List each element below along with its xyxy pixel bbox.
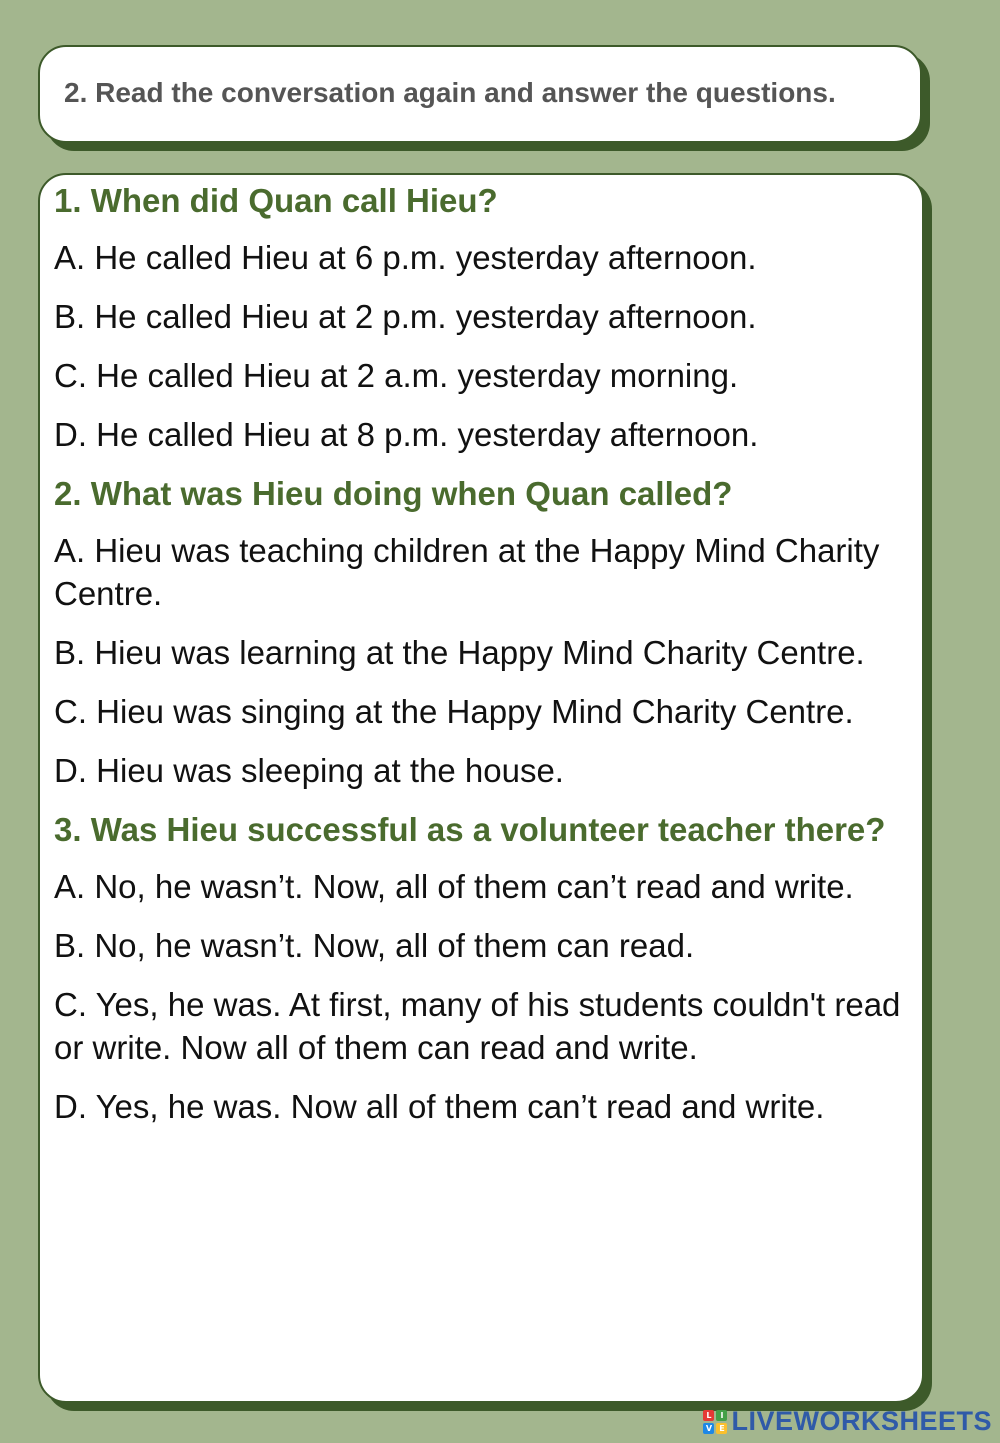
question-1: 1. When did Quan call Hieu? <box>54 182 498 219</box>
q3-option-c[interactable]: C. Yes, he was. At first, many of his students couldn't read or write. Now all of them can read and write. <box>54 986 901 1066</box>
watermark-text: LIVEWORKSHEETS <box>731 1406 992 1436</box>
question-2: 2. What was Hieu doing when Quan called? <box>54 475 733 512</box>
instruction-text: 2. Read the conversation again and answer the questions. <box>64 77 836 108</box>
quiz-panel <box>38 173 924 1403</box>
q1-option-b[interactable]: B. He called Hieu at 2 p.m. yesterday afternoon. <box>54 298 757 335</box>
q3-option-b[interactable]: B. No, he wasn’t. Now, all of them can read. <box>54 927 695 964</box>
q2-option-a[interactable]: A. Hieu was teaching children at the Happy Mind Charity Centre. <box>54 532 880 612</box>
question-3: 3. Was Hieu successful as a volunteer teacher there? <box>54 811 886 848</box>
q1-option-a[interactable]: A. He called Hieu at 6 p.m. yesterday afternoon. <box>54 239 757 276</box>
q3-option-d[interactable]: D. Yes, he was. Now all of them can’t read and write. <box>54 1088 825 1125</box>
logo-cell: I <box>716 1410 727 1421</box>
q2-option-b[interactable]: B. Hieu was learning at the Happy Mind Charity Centre. <box>54 634 865 671</box>
quiz-content <box>54 179 974 1144</box>
instruction-panel <box>38 45 922 143</box>
logo-cell: L <box>703 1410 714 1421</box>
q2-option-c[interactable]: C. Hieu was singing at the Happy Mind Charity Centre. <box>54 693 854 730</box>
liveworksheets-logo-icon <box>703 1410 727 1434</box>
logo-cell: V <box>703 1423 714 1434</box>
q2-option-d[interactable]: D. Hieu was sleeping at the house. <box>54 752 564 789</box>
q3-option-a[interactable]: A. No, he wasn’t. Now, all of them can’t read and write. <box>54 868 854 905</box>
liveworksheets-watermark <box>703 1406 992 1437</box>
q1-option-d[interactable]: D. He called Hieu at 8 p.m. yesterday afternoon. <box>54 416 759 453</box>
logo-cell: E <box>716 1423 727 1434</box>
q1-option-c[interactable]: C. He called Hieu at 2 a.m. yesterday morning. <box>54 357 739 394</box>
